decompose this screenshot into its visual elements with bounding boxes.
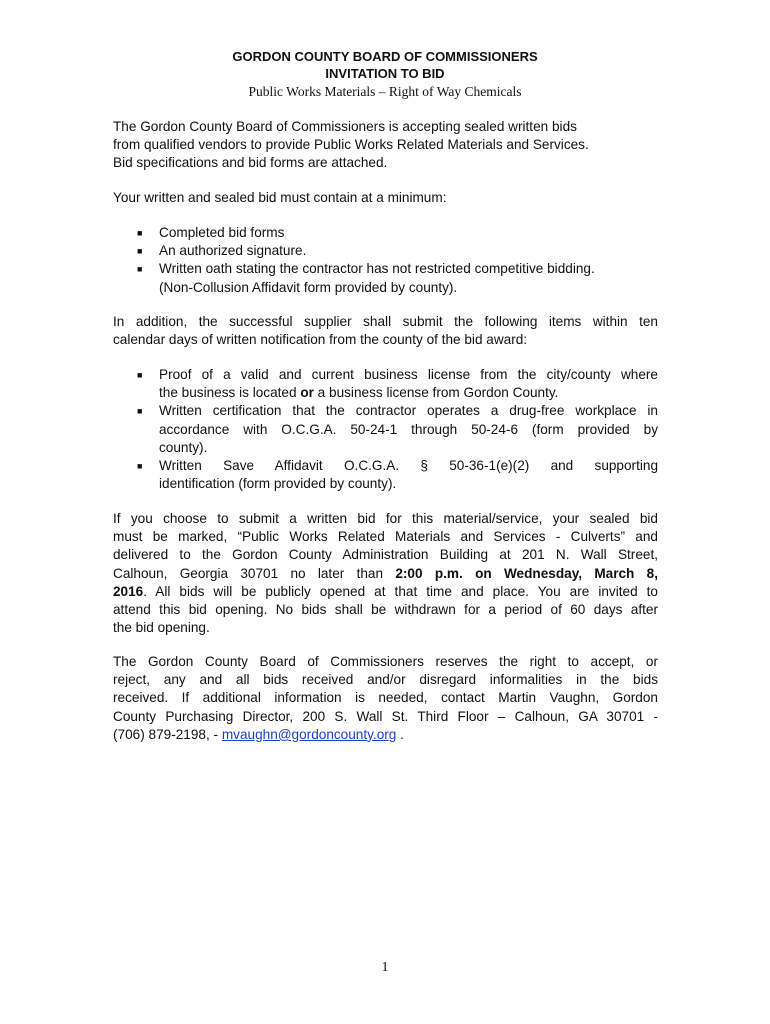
intro-line: Bid specifications and bid forms are attached.: [113, 155, 388, 171]
reserves-paragraph: [113, 653, 658, 744]
intro-paragraph: [113, 118, 658, 173]
bullet-icon: ■: [137, 228, 143, 238]
submission-line: Calhoun, Georgia 30701 no later than 2:00 p.m. on Wednesday, March 8,: [113, 565, 658, 581]
addition-line: calendar days of written notification from the county of the bid award:: [113, 332, 528, 348]
deadline-year: 2016: [113, 583, 144, 599]
reserves-line: (706) 879-2198, - mvaughn@gordoncounty.org .: [113, 726, 404, 742]
deadline: 2:00 p.m. on Wednesday, March 8,: [395, 565, 658, 581]
list-item: ■ Written Save Affidavit O.C.G.A. § 50-36-1(e)(2) and supporting identification (form provided by county).: [137, 458, 658, 492]
addition-line: In addition, the successful supplier shall submit the following items within ten: [113, 314, 658, 329]
submission-paragraph: [113, 510, 658, 637]
list-item: ■ Written certification that the contractor operates a drug-free workplace in accordance with O.C.G.A. 50-24-1 through 50-24-6 (form provided by county).: [137, 403, 658, 455]
reserves-line: received. If additional information is needed, contact Martin Vaughn, Gordon: [113, 690, 658, 706]
page-number: 1: [381, 960, 389, 975]
submission-line: must be marked, “Public Works Related Materials and Services - Culverts” and: [113, 529, 658, 545]
submission-line: delivered to the Gordon County Administration Building at 201 N. Wall Street,: [113, 547, 658, 563]
list-item: ■ An authorized signature.: [113, 242, 658, 260]
list-item: ■ Proof of a valid and current business license from the city/county where the business is located or a business license from Gordon County.: [137, 367, 658, 401]
intro-line: from qualified vendors to provide Public Works Related Materials and Services.: [113, 137, 589, 153]
list-item: ■ Completed bid forms: [113, 224, 658, 242]
bullet-icon: ■: [137, 370, 143, 380]
document-subtitle-heading: INVITATION TO BID: [325, 66, 445, 81]
document-title: GORDON COUNTY BOARD OF COMMISSIONERS: [232, 49, 538, 64]
requirements-lead: Your written and sealed bid must contain at a minimum:: [113, 190, 447, 205]
submission-line: attend this bid opening. No bids shall be withdrawn for a period of 60 days after: [113, 602, 658, 618]
list-item-continuation: (Non-Collusion Affidavit form provided by county).: [159, 279, 458, 295]
reserves-line: reject, any and all bids received and/or disregard informalities in the bids: [113, 672, 658, 688]
document-subject: Public Works Materials – Right of Way Chemicals: [248, 84, 522, 99]
intro-line: The Gordon County Board of Commissioners is accepting sealed written bids: [113, 119, 577, 134]
reserves-line: County Purchasing Director, 200 S. Wall St. Third Floor – Calhoun, GA 30701 -: [113, 708, 658, 724]
bullet-icon: ■: [137, 461, 143, 472]
reserves-line: The Gordon County Board of Commissioners reserves the right to accept, or: [113, 654, 658, 669]
email-link[interactable]: mvaughn@gordoncounty.org: [221, 726, 397, 742]
submission-line: 2016. All bids will be publicly opened at that time and place. You are invited to: [113, 583, 658, 599]
bullet-icon: ■: [137, 406, 143, 417]
addition-paragraph: [113, 313, 658, 349]
list-item: ■ Written oath stating the contractor has not restricted competitive bidding.: [113, 260, 658, 278]
bullet-icon: ■: [137, 264, 143, 275]
bullet-icon: ■: [137, 246, 143, 257]
submission-line: the bid opening.: [113, 620, 210, 636]
award-items-list: [113, 366, 658, 493]
submission-line: If you choose to submit a written bid for this material/service, your sealed bid: [113, 511, 658, 526]
requirements-list: [113, 224, 658, 297]
